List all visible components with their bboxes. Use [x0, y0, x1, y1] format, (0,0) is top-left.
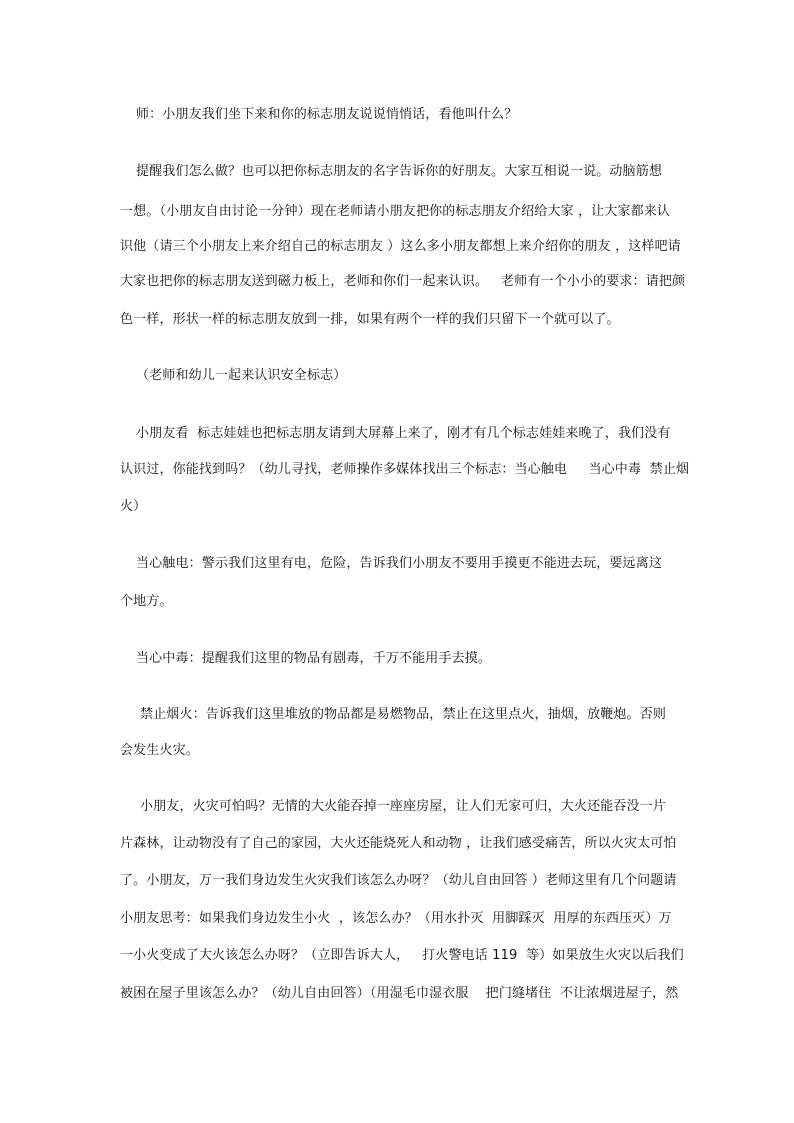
text-line: 师：小朋友我们坐下来和你的标志朋友说说悄悄话，看他叫什么？ [136, 107, 518, 122]
text-line: 认识过，你能找到吗？（幼儿寻找，老师操作多媒体找出三个标志：当心触电 当心中毒 禁止烟 [120, 462, 690, 477]
text-line: 小朋友，火灾可怕吗？无情的大火能吞掉一座座房屋，让人们无家可归，大火还能吞没一片 [140, 799, 667, 814]
text-line: 小朋友看 标志娃娃也把标志朋友请到大屏幕上来了，刚才有几个标志娃娃来晚了，我们没有 [136, 426, 671, 441]
text-line: 片森林，让动物没有了自己的家园，大火还能烧死人和动物 ，让我们感受痛苦，所以火灾太可怕 [120, 836, 677, 851]
text-line: 识他（请三个小朋友上来介绍自己的标志朋友 ）这么多小朋友都想上来介绍你的朋友 ，这样吧请 [120, 239, 681, 254]
text-line: 禁止烟火：告诉我们这里堆放的物品都是易燃物品，禁止在这里点火，抽烟，放鞭炮。否则 [140, 707, 667, 722]
text-line: 当心触电：警示我们这里有电，危险，告诉我们小朋友不要用手摸更不能进去玩，要远离这 [136, 556, 663, 571]
text-line: 提醒我们怎么做？也可以把你标志朋友的名字告诉你的好朋友。大家互相说一说。动脑筋想 [136, 164, 663, 179]
text-line: 了。小朋友，万一我们身边发生火灾我们该怎么办呀？（幼儿自由回答 ）老师这里有几个问题请 [120, 873, 677, 888]
text-line: 会发生火灾。 [120, 743, 199, 758]
text-line: 色一样，形状一样的标志朋友放到一排，如果有两个一样的我们只留下一个就可以了。 [120, 312, 620, 327]
text-line: （老师和幼儿一起来认识安全标志） [136, 368, 347, 383]
text-line: 一小火变成了大火该怎么办呀？（立即告诉大人， 打火警电话 119 等）如果放生火灾以后我们 [120, 948, 684, 963]
text-line: 火） [120, 499, 147, 514]
text-line: 当心中毒：提醒我们这里的物品有剧毒，千万不能用手去摸。 [136, 651, 492, 666]
text-line: 小朋友思考：如果我们身边发生小火 ，该怎么办？（用水扑灭 用脚踩灭 用厚的东西压灭）万 [120, 911, 672, 926]
text-line: 被困在屋子里该怎么办？（幼儿自由回答）（用湿毛巾湿衣服 把门缝堵住 不让浓烟进屋子，然 [120, 986, 679, 1001]
text-line: 大家也把你的标志朋友送到磁力板上，老师和你们一起来认识。 老师有一个小小的要求：请把颜 [120, 274, 686, 289]
text-line: 个地方。 [120, 594, 173, 609]
text-line: 一想。（小朋友自由讨论一分钟）现在老师请小朋友把你的标志朋友介绍给大家 ，让大家都来认 [120, 204, 671, 219]
